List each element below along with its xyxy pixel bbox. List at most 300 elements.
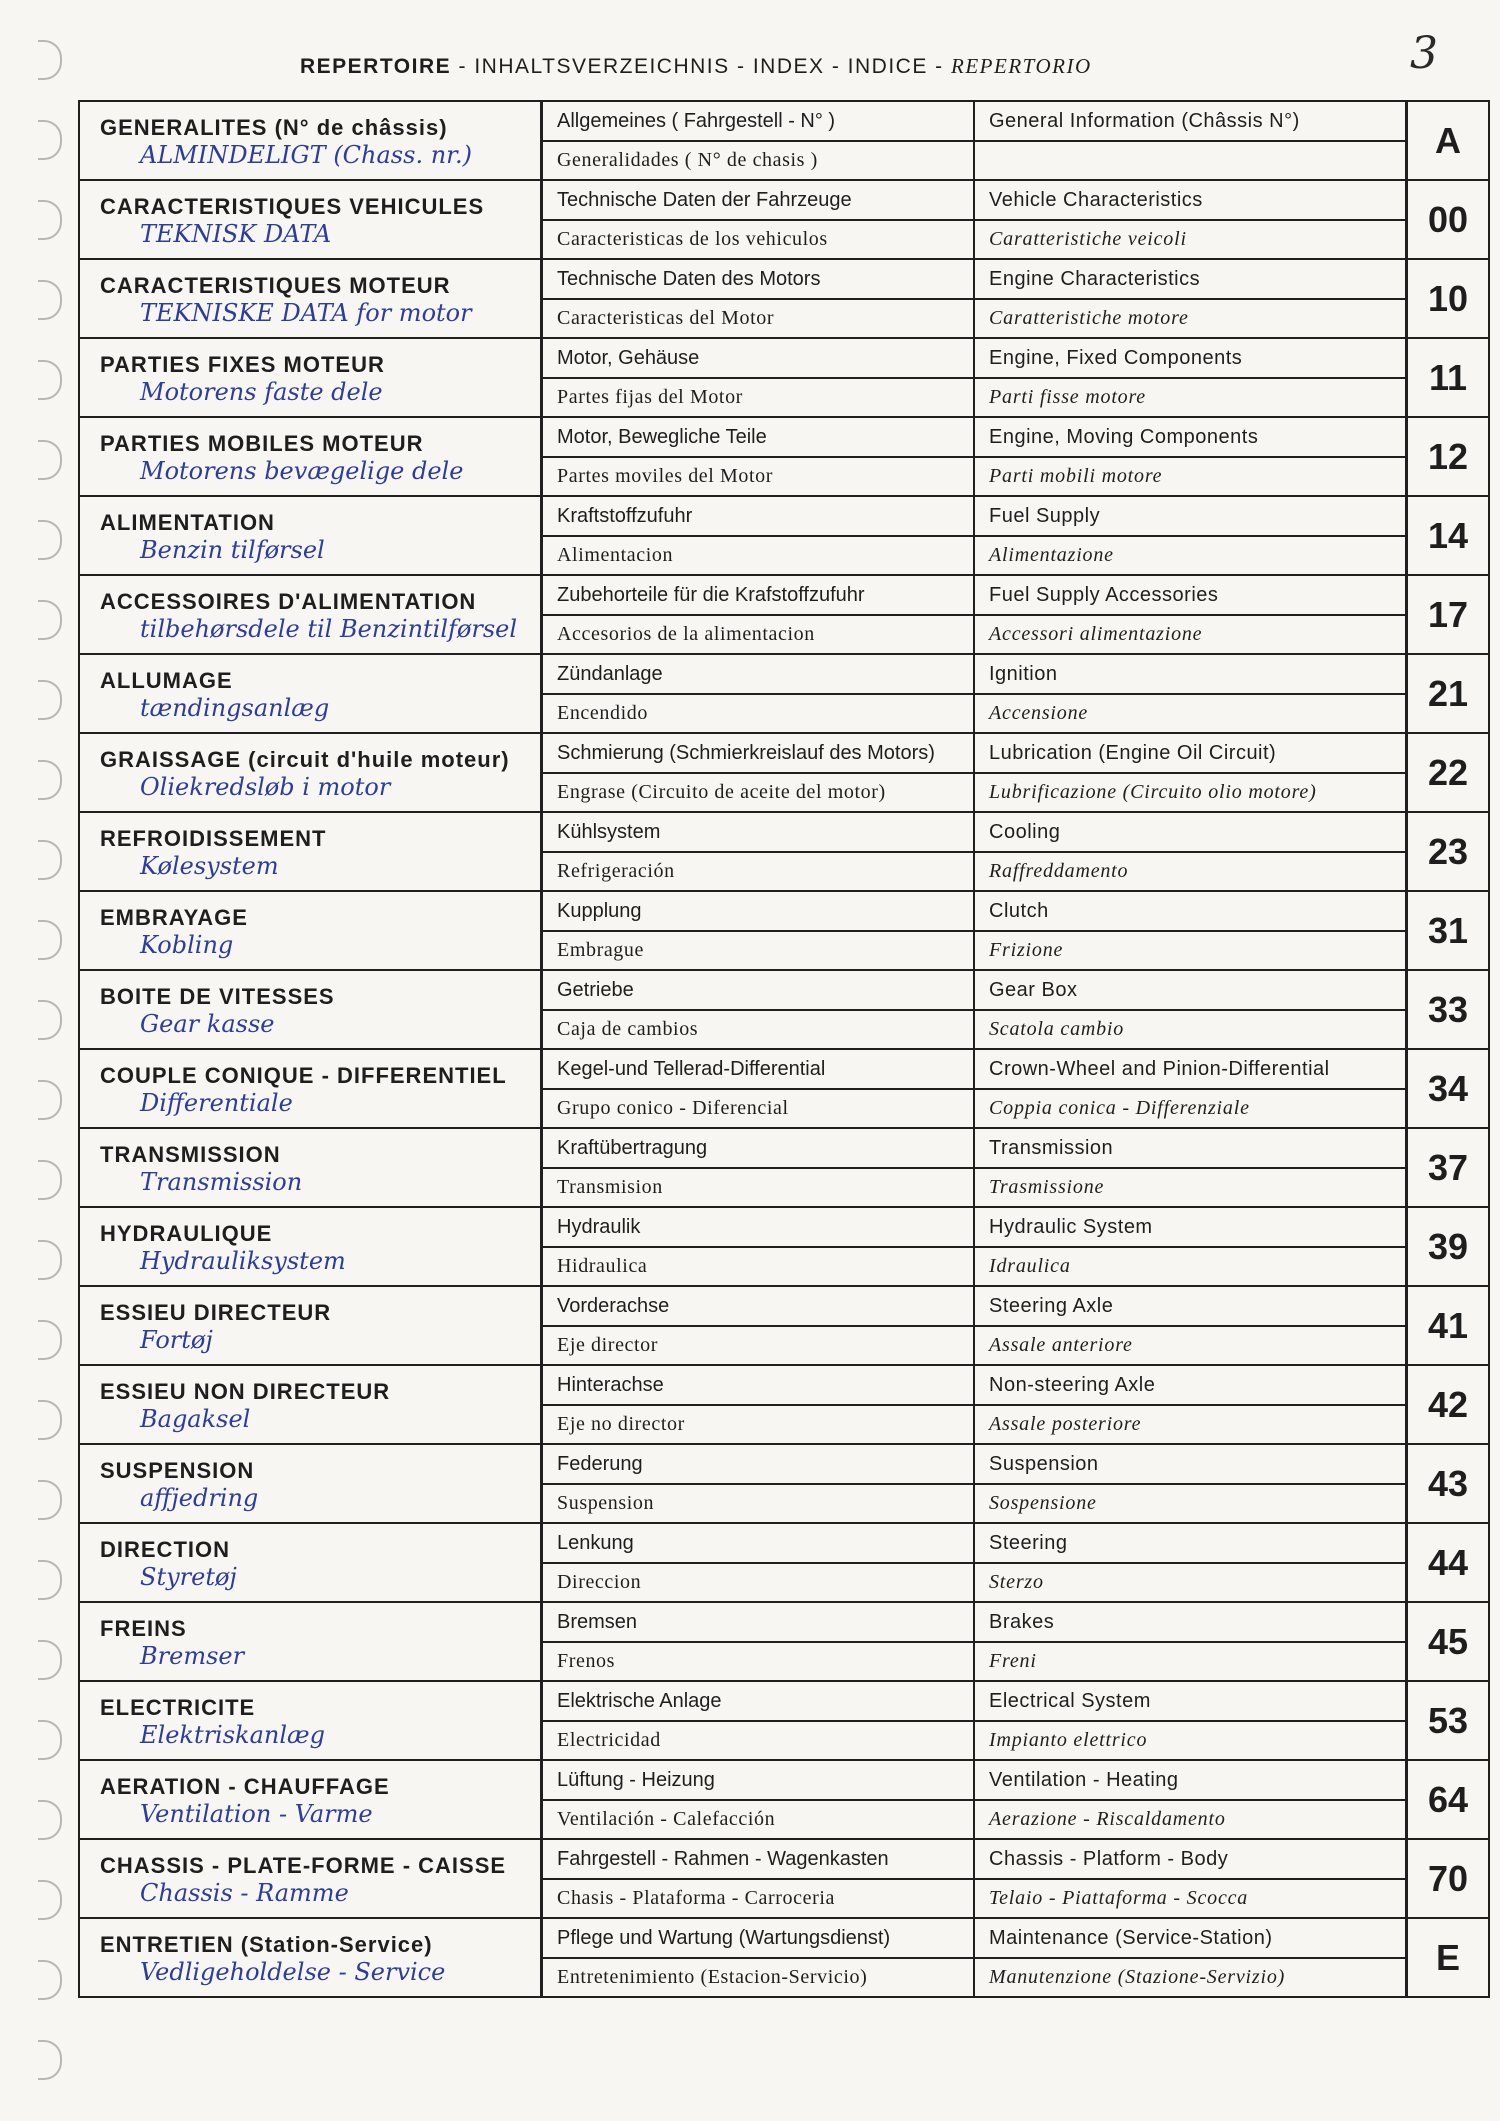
index-row (79, 891, 1489, 970)
section-label-en: Chassis - Platform - Body (975, 1841, 1405, 1880)
index-row (79, 101, 1489, 180)
binder-hole (38, 360, 62, 400)
col-en-cell (974, 496, 1407, 575)
section-code: 22 (1427, 751, 1469, 793)
section-label-fr: ENTRETIEN (Station-Service) (100, 1931, 433, 1957)
col-code-cell (1407, 1681, 1490, 1760)
col-code-cell (1407, 1523, 1490, 1602)
section-label-it: Accensione (989, 701, 1089, 724)
binder-hole (38, 280, 62, 320)
section-label-es: Partes moviles del Motor (557, 464, 774, 487)
handwritten-note: Oliekredsløb i motor (140, 772, 391, 801)
col-code-cell (1407, 338, 1490, 417)
section-label-de: Hydraulik (543, 1209, 973, 1248)
handwritten-note: Kobling (140, 930, 234, 959)
col-en-cell (974, 970, 1407, 1049)
col-en-cell (974, 1128, 1407, 1207)
handwritten-note: Vedligeholdelse - Service (140, 1957, 446, 1986)
col-de-cell (542, 1602, 975, 1681)
section-label-fr: FREINS (100, 1615, 187, 1641)
title-es: INDICE - (847, 55, 944, 78)
section-label-it (975, 142, 1405, 179)
binder-hole (38, 1640, 62, 1680)
section-label-fr: HYDRAULIQUE (100, 1220, 273, 1246)
section-label-fr: GENERALITES (N° de châssis) (100, 114, 448, 140)
binder-hole (38, 1000, 62, 1040)
section-label-it: Coppia conica - Differenziale (989, 1096, 1250, 1119)
col-fr-cell (79, 1681, 542, 1760)
section-code: 23 (1427, 830, 1469, 872)
section-label-it: Caratteristiche motore (989, 306, 1189, 329)
section-code: 64 (1427, 1778, 1469, 1820)
section-label-it: Scatola cambio (989, 1017, 1125, 1040)
col-en-cell (974, 1365, 1407, 1444)
binder-hole (38, 40, 62, 80)
section-code: 10 (1427, 277, 1469, 319)
section-label-de: Elektrische Anlage (543, 1683, 973, 1722)
section-label-es: Suspension (557, 1491, 655, 1514)
col-en-cell (974, 1918, 1407, 1997)
section-label-fr: BOITE DE VITESSES (100, 983, 335, 1009)
section-label-en: Gear Box (975, 972, 1405, 1011)
col-code-cell (1407, 1839, 1490, 1918)
binder-hole (38, 1080, 62, 1120)
col-code-cell (1407, 1207, 1490, 1286)
col-en-cell (974, 101, 1407, 180)
section-label-en: Hydraulic System (975, 1209, 1405, 1248)
section-label-en: Steering Axle (975, 1288, 1405, 1327)
section-code: 42 (1427, 1383, 1469, 1425)
section-label-it: Accessori alimentazione (989, 622, 1203, 645)
handwritten-note: Ventilation - Varme (140, 1799, 373, 1828)
section-label-fr: PARTIES MOBILES MOTEUR (100, 430, 424, 456)
section-label-fr: PARTIES FIXES MOTEUR (100, 351, 385, 377)
col-fr-cell (79, 1760, 542, 1839)
section-label-es: Caracteristicas del Motor (557, 306, 775, 329)
col-en-cell (974, 1839, 1407, 1918)
section-label-de: Bremsen (543, 1604, 973, 1643)
section-label-de: Getriebe (543, 972, 973, 1011)
section-label-es: Eje no director (557, 1412, 685, 1435)
col-code-cell (1407, 812, 1490, 891)
col-en-cell (974, 180, 1407, 259)
section-label-en: Electrical System (975, 1683, 1405, 1722)
section-label-es: Chasis - Plataforma - Carroceria (557, 1886, 835, 1909)
col-de-cell (542, 1049, 975, 1128)
binder-hole (38, 680, 62, 720)
index-row (79, 1602, 1489, 1681)
section-label-de: Hinterachse (543, 1367, 973, 1406)
binder-hole (38, 520, 62, 560)
col-de-cell (542, 101, 975, 180)
handwritten-note: Kølesystem (140, 851, 279, 880)
title-de: - INHALTSVERZEICHNIS - (458, 55, 746, 78)
index-row (79, 1523, 1489, 1602)
section-label-it: Lubrificazione (Circuito olio motore) (989, 780, 1317, 803)
index-row (79, 496, 1489, 575)
section-label-it: Sospensione (989, 1491, 1097, 1514)
section-label-es: Grupo conico - Diferencial (557, 1096, 789, 1119)
section-label-de: Schmierung (Schmierkreislauf des Motors) (543, 735, 973, 774)
col-code-cell (1407, 891, 1490, 970)
section-code: 44 (1427, 1541, 1469, 1583)
col-fr-cell (79, 1918, 542, 1997)
section-code: 21 (1427, 672, 1469, 714)
col-code-cell (1407, 101, 1490, 180)
col-fr-cell (79, 1444, 542, 1523)
section-label-en: Steering (975, 1525, 1405, 1564)
section-code: 39 (1427, 1225, 1469, 1267)
section-code: 12 (1427, 435, 1469, 477)
section-label-fr: SUSPENSION (100, 1457, 255, 1483)
index-table-body (79, 101, 1489, 1997)
col-en-cell (974, 575, 1407, 654)
section-label-fr: ESSIEU NON DIRECTEUR (100, 1378, 391, 1404)
col-de-cell (542, 733, 975, 812)
handwritten-note: Motorens faste dele (140, 377, 383, 406)
section-label-de: Fahrgestell - Rahmen - Wagenkasten (543, 1841, 973, 1880)
section-label-es: Caracteristicas de los vehiculos (557, 227, 828, 250)
section-label-de: Lüftung - Heizung (543, 1762, 973, 1801)
index-row (79, 1681, 1489, 1760)
section-label-de: Federung (543, 1446, 973, 1485)
col-code-cell (1407, 496, 1490, 575)
col-en-cell (974, 812, 1407, 891)
binder-hole (38, 920, 62, 960)
col-de-cell (542, 1681, 975, 1760)
section-label-it: Idraulica (989, 1254, 1071, 1277)
section-code: 53 (1427, 1699, 1469, 1741)
section-label-de: Technische Daten der Fahrzeuge (543, 182, 973, 221)
section-label-de: Kraftübertragung (543, 1130, 973, 1169)
section-label-en: Engine, Moving Components (975, 419, 1405, 458)
section-label-it: Alimentazione (989, 543, 1114, 566)
section-label-fr: TRANSMISSION (100, 1141, 281, 1167)
section-label-en: Maintenance (Service-Station) (975, 1920, 1405, 1959)
section-label-en: Fuel Supply Accessories (975, 577, 1405, 616)
section-label-de: Vorderachse (543, 1288, 973, 1327)
section-label-en: Ventilation - Heating (975, 1762, 1405, 1801)
section-label-fr: DIRECTION (100, 1536, 230, 1562)
section-label-es: Alimentacion (557, 543, 674, 566)
page-title (300, 54, 1092, 79)
section-label-es: Embrague (557, 938, 644, 961)
section-label-es: Partes fijas del Motor (557, 385, 743, 408)
col-fr-cell (79, 1128, 542, 1207)
col-fr-cell (79, 1602, 542, 1681)
section-label-en: Fuel Supply (975, 498, 1405, 537)
col-code-cell (1407, 1365, 1490, 1444)
col-fr-cell (79, 1207, 542, 1286)
section-label-fr: ALLUMAGE (100, 667, 233, 693)
col-code-cell (1407, 1760, 1490, 1839)
section-label-es: Refrigeración (557, 859, 675, 882)
section-label-es: Accesorios de la alimentacion (557, 622, 815, 645)
section-label-de: Motor, Gehäuse (543, 340, 973, 379)
title-en: INDEX - (752, 55, 841, 78)
index-row (79, 1207, 1489, 1286)
col-fr-cell (79, 1523, 542, 1602)
section-label-fr: CARACTERISTIQUES VEHICULES (100, 193, 485, 219)
section-label-es: Entretenimiento (Estacion-Servicio) (557, 1965, 868, 1988)
handwritten-note: Bagaksel (140, 1404, 251, 1433)
col-de-cell (542, 259, 975, 338)
index-row (79, 1049, 1489, 1128)
section-label-it: Frizione (989, 938, 1064, 961)
section-label-de: Pflege und Wartung (Wartungsdienst) (543, 1920, 973, 1959)
col-fr-cell (79, 1286, 542, 1365)
col-fr-cell (79, 1049, 542, 1128)
col-fr-cell (79, 733, 542, 812)
section-label-fr: GRAISSAGE (circuit d'huile moteur) (100, 746, 510, 772)
col-fr-cell (79, 812, 542, 891)
handwritten-note: Elektriskanlæg (140, 1720, 325, 1749)
section-code: 14 (1427, 514, 1469, 556)
handwritten-note: Fortøj (140, 1325, 213, 1354)
section-label-fr: ALIMENTATION (100, 509, 275, 535)
section-label-en: Brakes (975, 1604, 1405, 1643)
section-label-de: Motor, Bewegliche Teile (543, 419, 973, 458)
handwritten-note: tændingsanlæg (140, 693, 330, 722)
index-row (79, 1760, 1489, 1839)
section-label-en: Crown-Wheel and Pinion-Differential (975, 1051, 1405, 1090)
col-de-cell (542, 575, 975, 654)
col-en-cell (974, 1602, 1407, 1681)
section-label-es: Ventilación - Calefacción (557, 1807, 776, 1830)
section-label-de: Zündanlage (543, 656, 973, 695)
col-fr-cell (79, 970, 542, 1049)
section-label-de: Allgemeines ( Fahrgestell - N° ) (543, 103, 973, 142)
handwritten-note: Motorens bevægelige dele (140, 456, 464, 485)
col-en-cell (974, 1444, 1407, 1523)
section-label-de: Lenkung (543, 1525, 973, 1564)
section-code: 43 (1427, 1462, 1469, 1504)
binder-hole (38, 1800, 62, 1840)
section-label-fr: CHASSIS - PLATE-FORME - CAISSE (100, 1852, 507, 1878)
col-fr-cell (79, 575, 542, 654)
section-label-es: Encendido (557, 701, 648, 724)
col-de-cell (542, 496, 975, 575)
col-en-cell (974, 1523, 1407, 1602)
section-code: A (1435, 119, 1461, 161)
binder-hole (38, 1480, 62, 1520)
index-row (79, 733, 1489, 812)
col-code-cell (1407, 575, 1490, 654)
binder-hole (38, 840, 62, 880)
handwritten-note: TEKNISK DATA (140, 219, 332, 248)
col-en-cell (974, 1681, 1407, 1760)
section-label-fr: ELECTRICITE (100, 1694, 256, 1720)
section-label-es: Engrase (Circuito de aceite del motor) (557, 780, 886, 803)
col-de-cell (542, 338, 975, 417)
binder-hole (38, 760, 62, 800)
section-label-en: Cooling (975, 814, 1405, 853)
col-en-cell (974, 1760, 1407, 1839)
col-code-cell (1407, 180, 1490, 259)
col-fr-cell (79, 180, 542, 259)
section-label-es: Electricidad (557, 1728, 661, 1751)
binder-holes (38, 0, 68, 2121)
binder-hole (38, 1720, 62, 1760)
binder-hole (38, 1240, 62, 1280)
handwritten-note: Transmission (140, 1167, 303, 1196)
section-label-it: Sterzo (989, 1570, 1044, 1593)
section-label-it: Parti fisse motore (989, 385, 1146, 408)
index-row (79, 1365, 1489, 1444)
col-fr-cell (79, 338, 542, 417)
section-label-fr: ESSIEU DIRECTEUR (100, 1299, 332, 1325)
handwritten-note: Bremser (140, 1641, 245, 1670)
section-label-it: Assale posteriore (989, 1412, 1142, 1435)
binder-hole (38, 1400, 62, 1440)
index-row (79, 1918, 1489, 1997)
col-de-cell (542, 417, 975, 496)
col-de-cell (542, 1760, 975, 1839)
section-code: 31 (1427, 909, 1469, 951)
binder-hole (38, 200, 62, 240)
col-code-cell (1407, 1049, 1490, 1128)
handwritten-note: Hydrauliksystem (140, 1246, 346, 1275)
handwritten-note: affjedring (140, 1483, 259, 1512)
section-label-en: Engine Characteristics (975, 261, 1405, 300)
section-label-de: Kegel-und Tellerad-Differential (543, 1051, 973, 1090)
binder-hole (38, 600, 62, 640)
handwritten-note: Styretøj (140, 1562, 237, 1591)
col-fr-cell (79, 1839, 542, 1918)
col-de-cell (542, 180, 975, 259)
section-label-de: Technische Daten des Motors (543, 261, 973, 300)
section-label-fr: REFROIDISSEMENT (100, 825, 327, 851)
section-label-it: Raffreddamento (989, 859, 1129, 882)
index-row (79, 417, 1489, 496)
section-code: E (1435, 1936, 1460, 1978)
col-fr-cell (79, 654, 542, 733)
section-label-fr: AERATION - CHAUFFAGE (100, 1773, 390, 1799)
section-code: 41 (1427, 1304, 1469, 1346)
section-label-it: Manutenzione (Stazione-Servizio) (989, 1965, 1286, 1988)
index-table (78, 100, 1490, 1998)
section-label-it: Impianto elettrico (989, 1728, 1148, 1751)
col-fr-cell (79, 101, 542, 180)
col-code-cell (1407, 1128, 1490, 1207)
col-code-cell (1407, 259, 1490, 338)
index-row (79, 338, 1489, 417)
title-it: REPERTORIO (951, 54, 1092, 78)
section-label-de: Kraftstoffzufuhr (543, 498, 973, 537)
section-code: 70 (1427, 1857, 1469, 1899)
binder-hole (38, 1960, 62, 2000)
section-label-it: Parti mobili motore (989, 464, 1163, 487)
section-label-en: Engine, Fixed Components (975, 340, 1405, 379)
title-fr: REPERTOIRE (300, 55, 452, 78)
col-de-cell (542, 1128, 975, 1207)
col-code-cell (1407, 970, 1490, 1049)
handwritten-note: Benzin tilførsel (140, 535, 325, 564)
section-code: 37 (1427, 1146, 1469, 1188)
col-de-cell (542, 891, 975, 970)
section-label-en: Suspension (975, 1446, 1405, 1485)
col-fr-cell (79, 259, 542, 338)
index-row (79, 575, 1489, 654)
col-de-cell (542, 1207, 975, 1286)
col-en-cell (974, 891, 1407, 970)
section-code: 45 (1427, 1620, 1469, 1662)
section-label-fr: COUPLE CONIQUE - DIFFERENTIEL (100, 1062, 507, 1088)
section-code: 00 (1427, 198, 1469, 240)
section-label-de: Zubehorteile für die Krafstoffzufuhr (543, 577, 973, 616)
section-label-fr: EMBRAYAGE (100, 904, 248, 930)
section-code: 11 (1428, 356, 1468, 398)
handwritten-note: tilbehørsdele til Benzintilførsel (140, 614, 518, 643)
section-label-es: Hidraulica (557, 1254, 648, 1277)
section-label-en: Lubrication (Engine Oil Circuit) (975, 735, 1405, 774)
handwritten-note: ALMINDELIGT (Chass. nr.) (140, 140, 472, 169)
section-label-fr: CARACTERISTIQUES MOTEUR (100, 272, 451, 298)
section-label-es: Caja de cambios (557, 1017, 699, 1040)
binder-hole (38, 1320, 62, 1360)
index-row (79, 1286, 1489, 1365)
col-code-cell (1407, 1918, 1490, 1997)
index-row (79, 812, 1489, 891)
col-de-cell (542, 1523, 975, 1602)
col-en-cell (974, 654, 1407, 733)
binder-hole (38, 1560, 62, 1600)
section-label-en: Vehicle Characteristics (975, 182, 1405, 221)
section-code: 33 (1427, 988, 1469, 1030)
section-label-es: Generalidades ( N° de chasis ) (557, 148, 818, 171)
col-de-cell (542, 1365, 975, 1444)
col-de-cell (542, 654, 975, 733)
col-en-cell (974, 259, 1407, 338)
col-fr-cell (79, 496, 542, 575)
section-label-es: Transmision (557, 1175, 663, 1198)
index-row (79, 970, 1489, 1049)
col-code-cell (1407, 417, 1490, 496)
col-en-cell (974, 417, 1407, 496)
section-label-en: Clutch (975, 893, 1405, 932)
handwritten-note: TEKNISKE DATA for motor (140, 298, 472, 327)
col-de-cell (542, 1286, 975, 1365)
section-label-it: Assale anteriore (989, 1333, 1133, 1356)
section-code: 17 (1427, 593, 1469, 635)
section-label-en: Ignition (975, 656, 1405, 695)
section-label-en: General Information (Châssis N°) (975, 103, 1405, 142)
col-fr-cell (79, 417, 542, 496)
col-code-cell (1407, 1602, 1490, 1681)
section-code: 34 (1427, 1067, 1469, 1109)
index-row (79, 1839, 1489, 1918)
col-code-cell (1407, 1286, 1490, 1365)
section-label-es: Direccion (557, 1570, 642, 1593)
col-fr-cell (79, 1365, 542, 1444)
section-label-it: Trasmissione (989, 1175, 1105, 1198)
section-label-es: Frenos (557, 1649, 616, 1672)
section-label-it: Caratteristiche veicoli (989, 227, 1187, 250)
col-en-cell (974, 1286, 1407, 1365)
index-row (79, 1444, 1489, 1523)
binder-hole (38, 1880, 62, 1920)
section-label-fr: ACCESSOIRES D'ALIMENTATION (100, 588, 477, 614)
col-code-cell (1407, 1444, 1490, 1523)
section-label-it: Aerazione - Riscaldamento (989, 1807, 1226, 1830)
section-label-es: Eje director (557, 1333, 659, 1356)
col-de-cell (542, 812, 975, 891)
index-row (79, 180, 1489, 259)
col-en-cell (974, 1049, 1407, 1128)
section-label-de: Kühlsystem (543, 814, 973, 853)
section-label-en: Transmission (975, 1130, 1405, 1169)
binder-hole (38, 1160, 62, 1200)
